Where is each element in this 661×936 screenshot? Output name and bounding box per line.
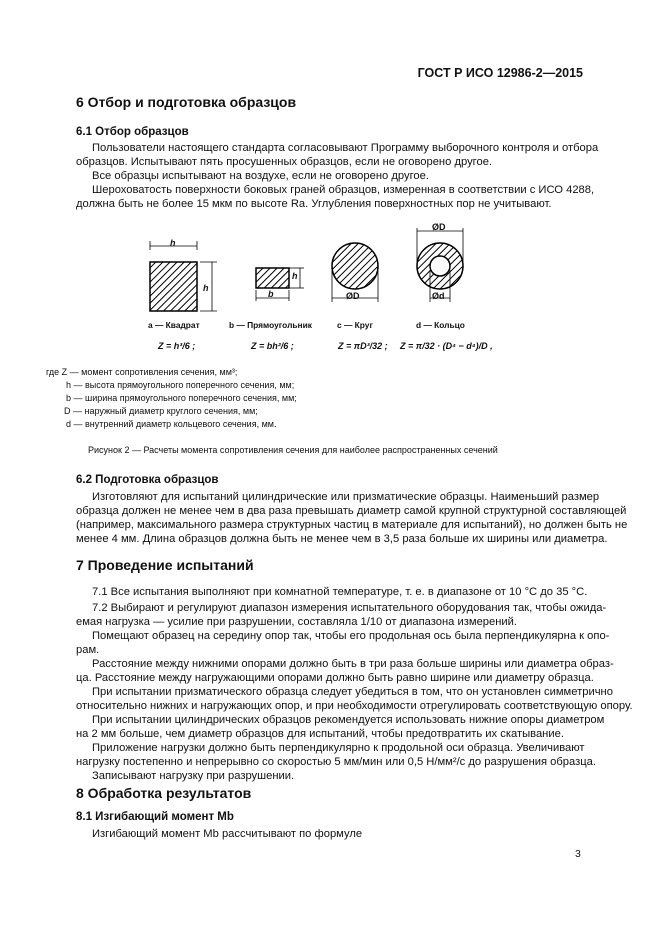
paragraph-line: емая нагрузка — усилие при разрушении, составляла 1/10 от диапазона измерений. xyxy=(76,616,518,628)
formula-rectangle: Z = bh²/6 ; xyxy=(251,341,294,351)
section-7-title: 7 Проведение испытаний xyxy=(76,557,254,573)
paragraph-line: Изгибающий момент Mb рассчитывают по формуле xyxy=(92,828,363,840)
paragraph-line: 7.2 Выбирают и регулируют диапазон измерения испытательного оборудования так, чтобы ожида- xyxy=(92,602,607,614)
caption-rectangle: b — Прямоугольник xyxy=(229,320,312,330)
paragraph-line: ца. Расстояние между нагружающими опорами должно быть равно ширине или диаметру образца. xyxy=(76,672,594,684)
paragraph-line: Шероховатость поверхности боковых граней образцов, измеренная в соответствии с ИСО 4288, xyxy=(92,184,595,196)
dim-label-b: b xyxy=(268,289,274,299)
caption-ring: d — Кольцо xyxy=(416,320,465,330)
paragraph-line: нагрузку постепенно и непрерывно со скоростью 5 мм/мин или 0,5 Н/мм²/с до разрушения образца. xyxy=(76,756,596,768)
dim-label-D: ØD xyxy=(346,291,360,301)
paragraph-line: Все образцы испытывают на воздухе, если не оговорено другое. xyxy=(92,170,429,182)
caption-square: a — Квадрат xyxy=(148,320,200,330)
paragraph-line: Помещают образец на середину опор так, чтобы его продольная ось была перпендикулярна к опо- xyxy=(92,630,610,642)
section-6-2-title: 6.2 Подготовка образцов xyxy=(76,474,219,486)
legend-item: d — внутренний диаметр кольцевого сечения, мм. xyxy=(66,419,277,429)
paragraph-line: на 2 мм больше, чем диаметр образцов для испытаний, чтобы предотвратить их скатывание. xyxy=(76,728,564,740)
legend-item: b — ширина прямоугольного поперечного сечения, мм; xyxy=(66,393,297,403)
paragraph-line: Записывают нагрузку при разрушении. xyxy=(92,770,295,782)
square-section-icon xyxy=(150,241,217,311)
formula-square: Z = h³/6 ; xyxy=(158,341,196,351)
paragraph-line: рам. xyxy=(76,644,100,656)
section-6-title: 6 Отбор и подготовка образцов xyxy=(76,94,297,110)
paragraph-line: Изготовляют для испытаний цилиндрические или призматические образцы. Наименьший размер xyxy=(92,491,600,503)
dim-label-h: h xyxy=(203,283,209,293)
paragraph-line: Приложение нагрузки должно быть перпендикулярно к продольной оси образца. Увеличивают xyxy=(92,742,585,754)
paragraph-line: При испытании призматического образца следует убедиться в том, что он установлен симметрично xyxy=(92,686,613,698)
dim-label-D: ØD xyxy=(432,222,446,232)
caption-circle: c — Круг xyxy=(337,320,373,330)
paragraph-line: образца должен не менее чем в два раза превышать диаметр самой крупной структурной составляющей xyxy=(76,505,627,517)
paragraph-line: образцов. Испытывают пять просушенных образцов, если не оговорено другое. xyxy=(76,156,493,168)
paragraph-line: относительно нижних и нагружающих опор, и при необходимости отрегулировать соответствующую опору. xyxy=(76,700,633,712)
figure-2-drawing xyxy=(0,0,661,320)
paragraph-line: Пользователи настоящего стандарта согласовывают Программу выборочного контроля и отбора xyxy=(92,142,599,154)
paragraph-line: При испытании цилиндрических образцов рекомендуется использовать нижние опоры диаметром xyxy=(92,714,605,726)
paragraph-line: (например, максимального размера структурных частиц в материале для испытаний), но должен быть не xyxy=(76,519,628,531)
paragraph-line: Расстояние между нижними опорами должно быть в три раза больше ширины или диаметра образ- xyxy=(92,658,614,670)
section-8-title: 8 Обработка результатов xyxy=(76,785,252,801)
section-8-1-title: 8.1 Изгибающий момент Mb xyxy=(76,811,234,823)
figure-caption: Рисунок 2 — Расчеты момента сопротивления сечения для наиболее распространенных сечений xyxy=(88,445,498,455)
legend-item: h — высота прямоугольного поперечного сечения, мм; xyxy=(66,380,295,390)
page-number: 3 xyxy=(575,848,581,860)
formula-circle: Z = πD³/32 ; xyxy=(338,341,388,351)
dim-label-h: h xyxy=(292,271,298,281)
legend-item: D — наружный диаметр круглого сечения, мм; xyxy=(64,406,258,416)
legend-item: где Z — момент сопротивления сечения, мм³; xyxy=(46,367,238,377)
paragraph-line: менее 4 мм. Длина образцов должна быть не менее чем в 3,5 раза больше их ширины или диаметра. xyxy=(76,533,608,545)
paragraph-line: должна быть не более 15 мкм по высоте Ra. Углубления поверхностных пор не учитывают. xyxy=(76,198,552,210)
dim-label-h: h xyxy=(170,238,176,248)
formula-ring: Z = π/32 · (D⁴ − d⁴)/D , xyxy=(400,341,493,351)
section-6-1-title: 6.1 Отбор образцов xyxy=(76,126,189,138)
paragraph-line: 7.1 Все испытания выполняют при комнатной температуре, т. е. в диапазоне от 10 °С до 35 °С. xyxy=(92,586,588,598)
dim-label-d: Ød xyxy=(432,291,445,301)
document-header: ГОСТ Р ИСО 12986-2—2015 xyxy=(417,66,583,80)
